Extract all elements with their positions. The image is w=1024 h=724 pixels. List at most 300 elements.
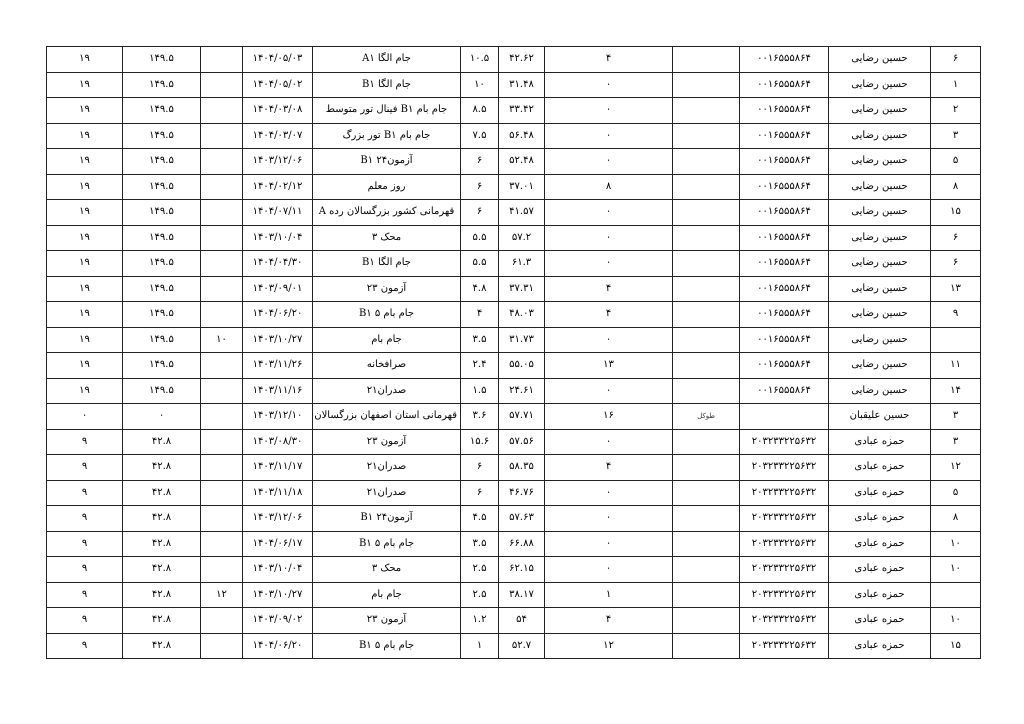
table-row <box>47 72 981 98</box>
cell-event: جام الگا B۱ <box>313 72 461 98</box>
cell-event: صدران۲۱ <box>313 378 461 404</box>
cell-event: آزمون ۲۳ <box>313 429 461 455</box>
cell-total: ۹ <box>47 429 123 455</box>
cell-national-code: ۲۰۳۲۳۳۲۲۵۶۳۲ <box>740 455 829 481</box>
cell-national-code: ۲۰۳۲۳۳۲۲۵۶۳۲ <box>740 608 829 634</box>
cell-date: ۱۴۰۳/۰۸/۳۰ <box>243 429 313 455</box>
cell-points: ۱۴۹.۵ <box>123 72 201 98</box>
cell-score: ۵۷.۲ <box>499 225 545 251</box>
cell-row: ۱۵ <box>931 200 981 226</box>
cell-score: ۴۶.۷۶ <box>499 480 545 506</box>
cell-name: حمزه عبادی <box>829 633 931 659</box>
cell-coef: ۵.۵ <box>461 251 499 277</box>
cell-date: ۱۴۰۳/۱۰/۰۴ <box>243 225 313 251</box>
cell-name: حسین علیقبان <box>829 404 931 430</box>
cell-date: ۱۴۰۳/۱۱/۱۷ <box>243 455 313 481</box>
cell-date: ۱۴۰۴/۰۲/۱۲ <box>243 174 313 200</box>
cell-points: ۱۴۹.۵ <box>123 98 201 124</box>
table-row <box>47 353 981 379</box>
cell-note: طوكل <box>673 404 740 430</box>
cell-extra <box>201 608 243 634</box>
cell-name: حسین رضایی <box>829 353 931 379</box>
cell-row: ۶ <box>931 47 981 73</box>
cell-extra <box>201 72 243 98</box>
cell-total: ۱۹ <box>47 353 123 379</box>
cell-row: ۸ <box>931 506 981 532</box>
cell-date: ۱۴۰۴/۰۵/۰۲ <box>243 72 313 98</box>
cell-score: ۵۵.۰۵ <box>499 353 545 379</box>
cell-extra <box>201 149 243 175</box>
table-row <box>47 378 981 404</box>
cell-score: ۵۷.۶۳ <box>499 506 545 532</box>
cell-coef: ۴ <box>461 302 499 328</box>
cell-date: ۱۴۰۳/۱۱/۲۶ <box>243 353 313 379</box>
cell-note <box>673 225 740 251</box>
cell-coef: ۳.۶ <box>461 404 499 430</box>
cell-coef: ۵.۵ <box>461 225 499 251</box>
cell-date: ۱۴۰۳/۱۱/۱۶ <box>243 378 313 404</box>
cell-name: حسین رضایی <box>829 47 931 73</box>
cell-points: ۱۴۹.۵ <box>123 327 201 353</box>
cell-name: حمزه عبادی <box>829 557 931 583</box>
table-row <box>47 302 981 328</box>
cell-total: ۱۹ <box>47 200 123 226</box>
cell-event: جام بام ۵ B۱ <box>313 633 461 659</box>
cell-total: ۱۹ <box>47 47 123 73</box>
cell-note <box>673 429 740 455</box>
cell-date: ۱۴۰۳/۱۲/۱۰ <box>243 404 313 430</box>
cell-date: ۱۴۰۴/۰۳/۰۷ <box>243 123 313 149</box>
cell-note <box>673 455 740 481</box>
cell-row: ۵ <box>931 480 981 506</box>
cell-row: ۶ <box>931 251 981 277</box>
cell-score: ۳۷.۳۱ <box>499 276 545 302</box>
cell-national-code: ۰۰۱۶۵۵۵۸۶۴ <box>740 225 829 251</box>
cell-event: صدران۲۱ <box>313 455 461 481</box>
cell-rank: ۰ <box>545 480 673 506</box>
cell-coef: ۱.۵ <box>461 378 499 404</box>
cell-national-code: ۰۰۱۶۵۵۵۸۶۴ <box>740 98 829 124</box>
cell-total: ۱۹ <box>47 174 123 200</box>
cell-event: جام بام ۵ B۱ <box>313 302 461 328</box>
cell-national-code: ۰۰۱۶۵۵۵۸۶۴ <box>740 378 829 404</box>
cell-note <box>673 582 740 608</box>
cell-total: ۹ <box>47 531 123 557</box>
table-row <box>47 174 981 200</box>
cell-event: جام الگا A۱ <box>313 47 461 73</box>
cell-coef: ۱ <box>461 633 499 659</box>
cell-score: ۴۸.۰۳ <box>499 302 545 328</box>
cell-date: ۱۴۰۴/۰۷/۱۱ <box>243 200 313 226</box>
cell-national-code: ۰۰۱۶۵۵۵۸۶۴ <box>740 72 829 98</box>
cell-total: ۹ <box>47 506 123 532</box>
cell-total: ۱۹ <box>47 225 123 251</box>
cell-date: ۱۴۰۴/۰۵/۰۳ <box>243 47 313 73</box>
cell-national-code: ۰۰۱۶۵۵۵۸۶۴ <box>740 251 829 277</box>
cell-date: ۱۴۰۴/۰۴/۳۰ <box>243 251 313 277</box>
cell-points: ۱۴۹.۵ <box>123 378 201 404</box>
cell-coef: ۶ <box>461 200 499 226</box>
cell-coef: ۶ <box>461 174 499 200</box>
cell-extra <box>201 302 243 328</box>
cell-national-code: ۰۰۱۶۵۵۵۸۶۴ <box>740 149 829 175</box>
cell-national-code: ۲۰۳۲۳۳۲۲۵۶۳۲ <box>740 480 829 506</box>
cell-name: حسین رضایی <box>829 72 931 98</box>
cell-name: حسین رضایی <box>829 123 931 149</box>
cell-rank: ۴ <box>545 455 673 481</box>
cell-event: جام الگا B۱ <box>313 251 461 277</box>
table-row <box>47 327 981 353</box>
cell-points: ۱۴۹.۵ <box>123 276 201 302</box>
cell-national-code: ۰۰۱۶۵۵۵۸۶۴ <box>740 174 829 200</box>
table-row <box>47 149 981 175</box>
cell-score: ۵۶.۴۸ <box>499 123 545 149</box>
results-table <box>46 46 981 659</box>
cell-date: ۱۴۰۴/۰۶/۲۰ <box>243 302 313 328</box>
cell-name: حسین رضایی <box>829 225 931 251</box>
cell-points: ۴۲.۸ <box>123 582 201 608</box>
cell-row: ۶ <box>931 225 981 251</box>
cell-date: ۱۴۰۳/۱۲/۰۶ <box>243 506 313 532</box>
cell-event: جام بام <box>313 327 461 353</box>
cell-national-code: ۲۰۳۲۳۳۲۲۵۶۳۲ <box>740 582 829 608</box>
cell-note <box>673 72 740 98</box>
cell-score: ۴۱.۵۷ <box>499 200 545 226</box>
cell-coef: ۳.۵ <box>461 327 499 353</box>
cell-national-code: ۰۰۱۶۵۵۵۸۶۴ <box>740 353 829 379</box>
table-row <box>47 531 981 557</box>
cell-note <box>673 276 740 302</box>
cell-extra <box>201 98 243 124</box>
cell-extra <box>201 174 243 200</box>
cell-rank: ۰ <box>545 429 673 455</box>
cell-points: ۱۴۹.۵ <box>123 149 201 175</box>
cell-extra <box>201 480 243 506</box>
cell-date: ۱۴۰۴/۰۳/۰۸ <box>243 98 313 124</box>
cell-points: ۱۴۹.۵ <box>123 353 201 379</box>
cell-points: ۱۴۹.۵ <box>123 200 201 226</box>
cell-event: محک ۳ <box>313 225 461 251</box>
table-row <box>47 98 981 124</box>
cell-name: حمزه عبادی <box>829 608 931 634</box>
cell-note <box>673 174 740 200</box>
cell-name: حمزه عبادی <box>829 429 931 455</box>
cell-rank: ۰ <box>545 200 673 226</box>
cell-note <box>673 531 740 557</box>
cell-points: ۱۴۹.۵ <box>123 225 201 251</box>
cell-total: ۱۹ <box>47 123 123 149</box>
cell-date: ۱۴۰۳/۱۰/۲۷ <box>243 327 313 353</box>
cell-coef: ۶ <box>461 480 499 506</box>
cell-extra <box>201 353 243 379</box>
table-row <box>47 251 981 277</box>
cell-total: ۱۹ <box>47 327 123 353</box>
cell-points: ۴۲.۸ <box>123 480 201 506</box>
cell-coef: ۴.۵ <box>461 506 499 532</box>
cell-extra <box>201 123 243 149</box>
cell-points: ۱۴۹.۵ <box>123 123 201 149</box>
cell-points: ۱۴۹.۵ <box>123 251 201 277</box>
cell-note <box>673 123 740 149</box>
cell-name: حسین رضایی <box>829 302 931 328</box>
cell-points: ۴۲.۸ <box>123 531 201 557</box>
cell-total: ۹ <box>47 557 123 583</box>
table-row <box>47 200 981 226</box>
cell-national-code <box>740 404 829 430</box>
cell-coef: ۶ <box>461 455 499 481</box>
cell-national-code: ۰۰۱۶۵۵۵۸۶۴ <box>740 47 829 73</box>
cell-rank: ۴ <box>545 302 673 328</box>
cell-national-code: ۲۰۳۲۳۳۲۲۵۶۳۲ <box>740 531 829 557</box>
cell-coef: ۸.۵ <box>461 98 499 124</box>
cell-score: ۳۸.۱۷ <box>499 582 545 608</box>
cell-coef: ۱۰.۵ <box>461 47 499 73</box>
cell-row: ۱ <box>931 72 981 98</box>
cell-date: ۱۴۰۴/۰۶/۲۰ <box>243 633 313 659</box>
cell-extra <box>201 251 243 277</box>
cell-national-code: ۲۰۳۲۳۳۲۲۵۶۳۲ <box>740 506 829 532</box>
cell-score: ۵۸.۳۵ <box>499 455 545 481</box>
cell-total: ۱۹ <box>47 72 123 98</box>
cell-name: حسین رضایی <box>829 200 931 226</box>
cell-date: ۱۴۰۴/۰۶/۱۷ <box>243 531 313 557</box>
cell-extra <box>201 47 243 73</box>
cell-rank: ۱۶ <box>545 404 673 430</box>
cell-points: ۴۲.۸ <box>123 455 201 481</box>
cell-row <box>931 327 981 353</box>
cell-name: حمزه عبادی <box>829 531 931 557</box>
cell-rank: ۰ <box>545 557 673 583</box>
cell-rank: ۰ <box>545 378 673 404</box>
cell-extra <box>201 200 243 226</box>
cell-row: ۳ <box>931 404 981 430</box>
cell-note <box>673 47 740 73</box>
cell-row: ۱۵ <box>931 633 981 659</box>
cell-total: ۹ <box>47 633 123 659</box>
cell-event: جام بام <box>313 582 461 608</box>
cell-row <box>931 582 981 608</box>
cell-name: حسین رضایی <box>829 251 931 277</box>
cell-row: ۳ <box>931 429 981 455</box>
cell-row: ۵ <box>931 149 981 175</box>
cell-total: ۱۹ <box>47 378 123 404</box>
cell-row: ۱۳ <box>931 276 981 302</box>
cell-points: ۴۲.۸ <box>123 608 201 634</box>
cell-points: ۱۴۹.۵ <box>123 174 201 200</box>
cell-extra: ۱۰ <box>201 327 243 353</box>
cell-name: حسین رضایی <box>829 327 931 353</box>
cell-total: ۹ <box>47 582 123 608</box>
cell-event: قهرمانی کشور بزرگسالان رده A <box>313 200 461 226</box>
cell-date: ۱۴۰۳/۱۲/۰۶ <box>243 149 313 175</box>
table-row <box>47 608 981 634</box>
cell-national-code: ۲۰۳۲۳۳۲۲۵۶۳۲ <box>740 557 829 583</box>
cell-coef: ۲.۴ <box>461 353 499 379</box>
table-row <box>47 404 981 430</box>
cell-row: ۹ <box>931 302 981 328</box>
cell-national-code: ۲۰۳۲۳۳۲۲۵۶۳۲ <box>740 633 829 659</box>
cell-score: ۳۱.۷۳ <box>499 327 545 353</box>
cell-total: ۰ <box>47 404 123 430</box>
cell-score: ۶۶.۸۸ <box>499 531 545 557</box>
table-row <box>47 47 981 73</box>
cell-coef: ۳.۵ <box>461 531 499 557</box>
cell-national-code: ۰۰۱۶۵۵۵۸۶۴ <box>740 200 829 226</box>
cell-national-code: ۰۰۱۶۵۵۵۸۶۴ <box>740 123 829 149</box>
cell-coef: ۱۵.۶ <box>461 429 499 455</box>
cell-note <box>673 608 740 634</box>
table-row <box>47 582 981 608</box>
cell-score: ۳۱.۴۸ <box>499 72 545 98</box>
cell-extra: ۱۲ <box>201 582 243 608</box>
cell-total: ۱۹ <box>47 276 123 302</box>
cell-coef: ۲.۵ <box>461 582 499 608</box>
cell-note <box>673 327 740 353</box>
cell-note <box>673 378 740 404</box>
cell-note <box>673 353 740 379</box>
cell-score: ۶۱.۳ <box>499 251 545 277</box>
cell-note <box>673 302 740 328</box>
cell-event: جام بام B۱ تور بزرگ <box>313 123 461 149</box>
cell-points: ۴۲.۸ <box>123 429 201 455</box>
table-row <box>47 506 981 532</box>
cell-total: ۹ <box>47 480 123 506</box>
cell-rank: ۰ <box>545 327 673 353</box>
cell-points: ۴۲.۸ <box>123 633 201 659</box>
cell-name: حسین رضایی <box>829 174 931 200</box>
cell-points: ۱۴۹.۵ <box>123 47 201 73</box>
cell-score: ۲۴.۶۱ <box>499 378 545 404</box>
cell-date: ۱۴۰۳/۱۰/۲۷ <box>243 582 313 608</box>
cell-rank: ۸ <box>545 174 673 200</box>
cell-score: ۶۲.۱۵ <box>499 557 545 583</box>
cell-coef: ۴.۸ <box>461 276 499 302</box>
cell-row: ۱۲ <box>931 455 981 481</box>
cell-coef: ۶ <box>461 149 499 175</box>
cell-row: ۱۴ <box>931 378 981 404</box>
cell-note <box>673 557 740 583</box>
cell-rank: ۰ <box>545 251 673 277</box>
cell-note <box>673 149 740 175</box>
cell-event: جام بام ۵ B۱ <box>313 531 461 557</box>
table-row <box>47 455 981 481</box>
cell-row: ۱۰ <box>931 557 981 583</box>
cell-coef: ۱.۲ <box>461 608 499 634</box>
cell-extra <box>201 633 243 659</box>
cell-rank: ۴ <box>545 47 673 73</box>
cell-row: ۱۱ <box>931 353 981 379</box>
cell-rank: ۰ <box>545 72 673 98</box>
cell-score: ۵۲.۴۸ <box>499 149 545 175</box>
table-row <box>47 276 981 302</box>
cell-points: ۴۲.۸ <box>123 506 201 532</box>
cell-total: ۹ <box>47 608 123 634</box>
table-row <box>47 123 981 149</box>
cell-event: روز معلم <box>313 174 461 200</box>
cell-national-code: ۰۰۱۶۵۵۵۸۶۴ <box>740 276 829 302</box>
cell-event: قهرمانی استان اصفهان بزرگسالان <box>313 404 461 430</box>
cell-total: ۱۹ <box>47 98 123 124</box>
cell-name: حمزه عبادی <box>829 455 931 481</box>
cell-date: ۱۴۰۳/۱۰/۰۴ <box>243 557 313 583</box>
cell-note <box>673 506 740 532</box>
cell-points: ۰ <box>123 404 201 430</box>
cell-extra <box>201 455 243 481</box>
cell-extra <box>201 225 243 251</box>
cell-total: ۱۹ <box>47 251 123 277</box>
cell-event: آزمون۲۴ B۱ <box>313 506 461 532</box>
cell-extra <box>201 506 243 532</box>
cell-event: آزمون ۲۳ <box>313 608 461 634</box>
cell-rank: ۰ <box>545 149 673 175</box>
cell-rank: ۴ <box>545 276 673 302</box>
cell-note <box>673 200 740 226</box>
cell-rank: ۰ <box>545 225 673 251</box>
cell-row: ۲ <box>931 98 981 124</box>
cell-coef: ۱۰ <box>461 72 499 98</box>
cell-name: حسین رضایی <box>829 98 931 124</box>
cell-event: صدران۲۱ <box>313 480 461 506</box>
cell-score: ۵۲.۷ <box>499 633 545 659</box>
cell-name: حمزه عبادی <box>829 480 931 506</box>
cell-score: ۳۳.۴۲ <box>499 98 545 124</box>
cell-total: ۱۹ <box>47 302 123 328</box>
table-row <box>47 557 981 583</box>
cell-rank: ۱ <box>545 582 673 608</box>
cell-coef: ۷.۵ <box>461 123 499 149</box>
cell-rank: ۰ <box>545 531 673 557</box>
cell-rank: ۱۳ <box>545 353 673 379</box>
cell-name: حمزه عبادی <box>829 582 931 608</box>
cell-row: ۸ <box>931 174 981 200</box>
cell-note <box>673 480 740 506</box>
cell-rank: ۴ <box>545 608 673 634</box>
cell-note <box>673 98 740 124</box>
cell-event: آزمون۲۴ B۱ <box>313 149 461 175</box>
cell-event: صرافخانه <box>313 353 461 379</box>
cell-note <box>673 251 740 277</box>
cell-total: ۱۹ <box>47 149 123 175</box>
cell-score: ۵۷.۷۱ <box>499 404 545 430</box>
cell-rank: ۰ <box>545 98 673 124</box>
cell-score: ۳۷.۰۱ <box>499 174 545 200</box>
cell-score: ۵۷.۵۶ <box>499 429 545 455</box>
cell-date: ۱۴۰۳/۰۹/۰۲ <box>243 608 313 634</box>
cell-name: حسین رضایی <box>829 378 931 404</box>
table-row <box>47 429 981 455</box>
cell-extra <box>201 531 243 557</box>
cell-name: حسین رضایی <box>829 276 931 302</box>
cell-score: ۵۴ <box>499 608 545 634</box>
cell-extra <box>201 557 243 583</box>
cell-row: ۱۰ <box>931 531 981 557</box>
cell-coef: ۲.۵ <box>461 557 499 583</box>
cell-total: ۹ <box>47 455 123 481</box>
cell-row: ۳ <box>931 123 981 149</box>
cell-extra <box>201 276 243 302</box>
cell-extra <box>201 404 243 430</box>
cell-extra <box>201 378 243 404</box>
table-body <box>47 47 981 659</box>
table-row <box>47 480 981 506</box>
cell-national-code: ۲۰۳۲۳۳۲۲۵۶۳۲ <box>740 429 829 455</box>
cell-points: ۱۴۹.۵ <box>123 302 201 328</box>
cell-name: حسین رضایی <box>829 149 931 175</box>
table-row <box>47 225 981 251</box>
cell-score: ۴۲.۶۲ <box>499 47 545 73</box>
cell-name: حمزه عبادی <box>829 506 931 532</box>
cell-note <box>673 633 740 659</box>
